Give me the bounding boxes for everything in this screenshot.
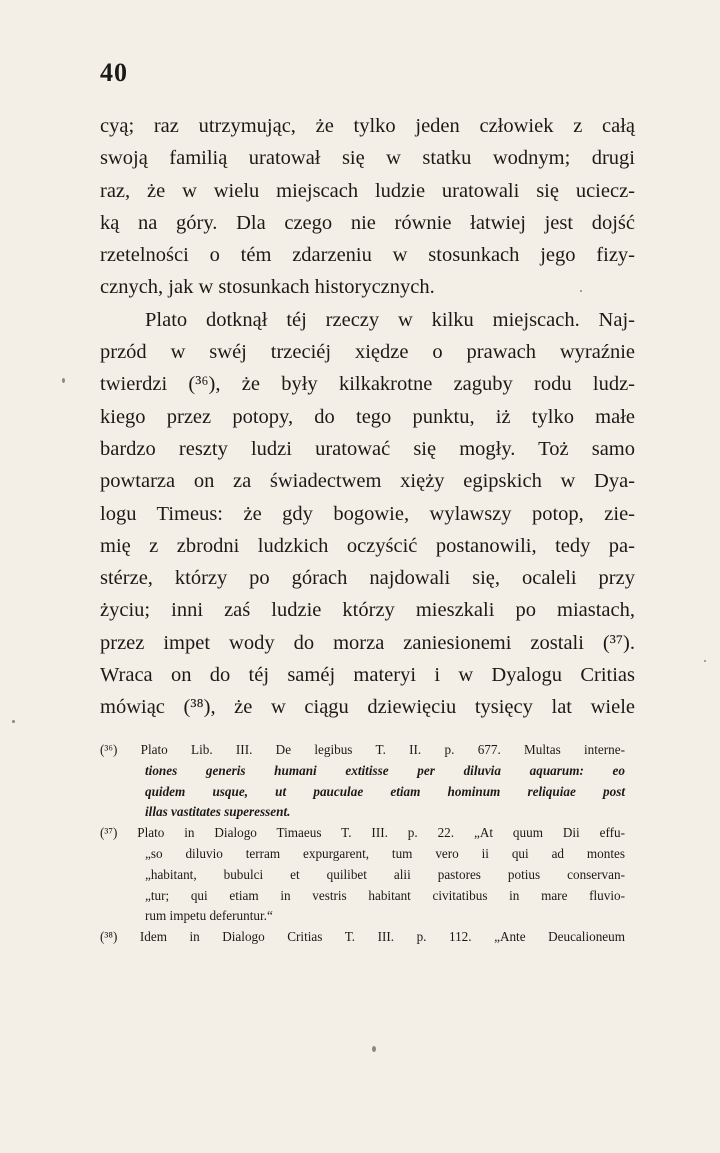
text-line: cznych, jak w stosunkach historycznych.: [100, 276, 435, 299]
page-number: 40: [100, 58, 128, 87]
footnote-line: illas vastitates superessent.: [145, 804, 291, 820]
paper-speck: [62, 378, 65, 383]
footnote-line: „so diluvio terram expurgarent, tum vero ii qui ad montes: [145, 845, 625, 861]
text-line: przez impet wody do morza zaniesionemi zostali (³⁷).: [100, 631, 635, 654]
text-line: mię z zbrodni ludzkich oczyścić postanowili, tedy pa-: [100, 534, 635, 557]
footnote-line: (³⁶) Plato Lib. III. De legibus T. II. p. 677. Multas interne-: [100, 742, 625, 757]
footnote-line: „tur; qui etiam in vestris habitant civitatibus in mare fluvio-: [145, 887, 625, 903]
text-line: ką na góry. Dla czego nie równie łatwiej jest dojść: [100, 211, 635, 234]
text-line: mówiąc (³⁸), że w ciągu dziewięciu tysięcy lat wiele: [100, 696, 635, 719]
text-line: cyą; raz utrzymując, że tylko jeden człowiek z całą: [100, 115, 635, 137]
footnote-line: „habitant, bubulci et quilibet alii pastores potius conservan-: [145, 866, 625, 882]
paper-speck: [372, 1046, 376, 1052]
text-line: życiu; inni zaś ludzie którzy mieszkali po miastach,: [100, 599, 635, 622]
text-line: swoją familią uratował się w statku wodnym; drugi: [100, 147, 635, 170]
text-line: Wraca on do téj saméj materyi i w Dyalogu Critias: [100, 664, 635, 687]
footnote-line: quidem usque, ut pauculae etiam hominum reliquiae post: [145, 783, 625, 799]
footnote-line: (³⁷) Plato in Dialogo Timaeus T. III. p. 22. „At quum Dii effu-: [100, 825, 625, 841]
text-line: twierdzi (³⁶), że były kilkakrotne zaguby rodu ludz-: [100, 373, 635, 396]
footnote-line: rum impetu deferuntur.“: [145, 908, 273, 924]
paper-speck: [580, 290, 582, 292]
text-line: powtarza on za świadectwem xięży egipskich w Dya-: [100, 470, 635, 493]
footnotes: [100, 740, 625, 948]
paper-speck: [12, 720, 15, 723]
text-line: raz, że w wielu miejscach ludzie uratowali się uciecz-: [100, 179, 635, 202]
text-line: rzetelności o tém zdarzeniu w stosunkach jego fizy-: [100, 244, 635, 267]
text-line: Plato dotknął téj rzeczy w kilku miejscach. Naj-: [145, 308, 635, 331]
main-text: [100, 110, 635, 724]
text-line: kiego przez potopy, do tego punktu, iż tylko małe: [100, 405, 635, 428]
text-line: stérze, którzy po górach najdowali się, ocaleli przy: [100, 567, 635, 590]
footnote-line: (³⁸) Idem in Dialogo Critias T. III. p. 112. „Ante Deucalioneum: [100, 929, 625, 945]
paper-speck: [704, 660, 706, 662]
text-line: logu Timeus: że gdy bogowie, wylawszy potop, zie-: [100, 502, 635, 525]
text-line: przód w swéj trzeciéj xiędze o prawach wyraźnie: [100, 341, 635, 364]
text-line: bardzo reszty ludzi uratować się mogły. Toż samo: [100, 437, 635, 460]
footnote-line: tiones generis humani extitisse per diluvia aquarum: eo: [145, 762, 625, 778]
